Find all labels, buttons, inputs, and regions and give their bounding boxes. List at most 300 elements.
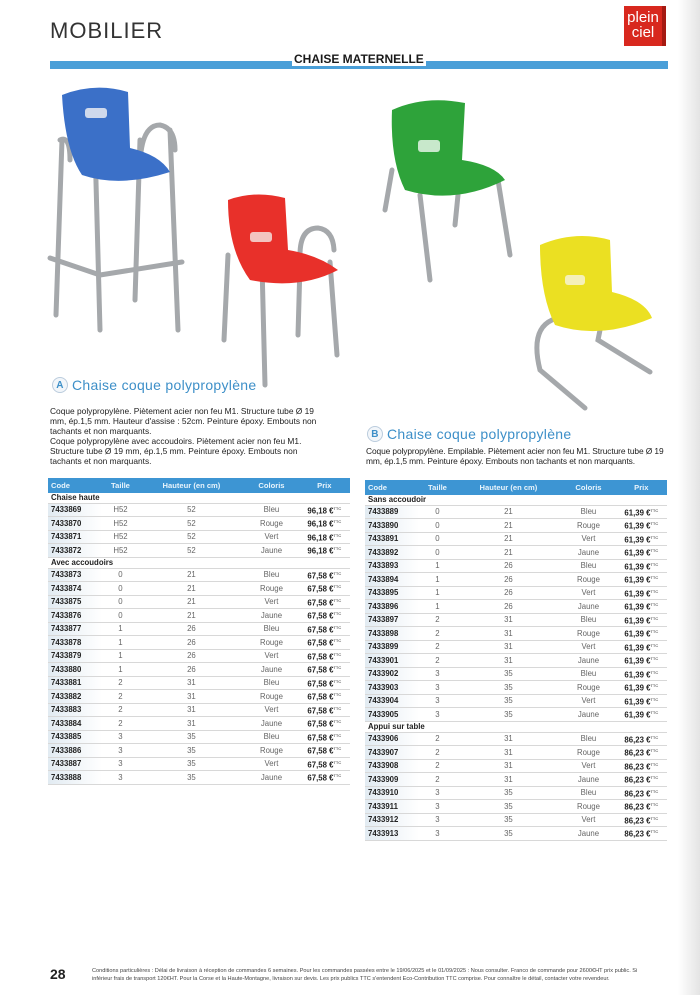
cell-code: 7433905: [365, 708, 419, 722]
cell-hauteur: 31: [456, 640, 562, 654]
table-row: [365, 600, 667, 614]
group-label: Chaise haute: [48, 493, 350, 503]
cell-hauteur: 31: [456, 627, 562, 641]
cell-taille: H52: [102, 503, 138, 517]
price-value: 61,39 €: [624, 522, 651, 531]
cell-code: 7433909: [365, 773, 419, 787]
cell-taille: 1: [419, 559, 455, 573]
table-row: [365, 759, 667, 773]
cell-coloris: Rouge: [244, 582, 298, 596]
product-b-description: [366, 446, 668, 466]
cell-coloris: Rouge: [244, 517, 298, 531]
table-row: [365, 627, 667, 641]
cell-prix: [616, 519, 667, 533]
cell-taille: 2: [102, 676, 138, 690]
price-value: 96,18 €: [307, 506, 334, 516]
price-value: 67,58 €: [307, 652, 334, 662]
ttc-label: TTC: [333, 719, 342, 725]
plein-ciel-logo: plein ciel: [624, 6, 666, 46]
cell-code: 7433913: [365, 827, 419, 841]
cell-coloris: Vert: [561, 694, 615, 708]
cell-code: 7433870: [48, 517, 102, 531]
cell-prix: [616, 694, 667, 708]
cell-coloris: Bleu: [561, 786, 615, 800]
product-images: [0, 0, 700, 425]
column-header: Code: [48, 478, 102, 493]
cell-prix: [616, 667, 667, 681]
table-row: [48, 609, 350, 623]
cell-coloris: Jaune: [561, 708, 615, 722]
cell-taille: 2: [419, 732, 455, 746]
table-row: [365, 505, 667, 519]
cell-code: 7433903: [365, 681, 419, 695]
ttc-label: TTC: [333, 505, 342, 511]
cell-prix: [616, 800, 667, 814]
cell-hauteur: 52: [139, 544, 245, 558]
price-value: 61,39 €: [624, 576, 651, 585]
product-a-table: [48, 478, 350, 785]
ttc-label: TTC: [650, 507, 659, 513]
table-row: [48, 530, 350, 544]
cell-hauteur: 31: [139, 676, 245, 690]
cell-taille: 0: [102, 609, 138, 623]
column-header: Taille: [419, 480, 455, 495]
price-value: 61,39 €: [624, 562, 651, 572]
column-header: Prix: [616, 480, 667, 495]
yellow-table-chair-image: [537, 320, 650, 408]
cell-hauteur: 26: [456, 559, 562, 573]
column-header: Prix: [299, 478, 350, 493]
cell-hauteur: 26: [139, 663, 245, 677]
cell-prix: [616, 600, 667, 614]
cell-prix: [299, 703, 350, 717]
cell-hauteur: 31: [456, 654, 562, 668]
cell-taille: H52: [102, 530, 138, 544]
cell-coloris: Rouge: [561, 800, 615, 814]
product-a-title: [52, 377, 256, 393]
table-row: [48, 703, 350, 717]
cell-hauteur: 21: [456, 505, 562, 519]
cell-taille: 2: [102, 717, 138, 731]
table-group-row: [365, 495, 667, 505]
table-row: [48, 744, 350, 758]
cell-coloris: Bleu: [561, 613, 615, 627]
price-value: 86,23 €: [624, 735, 651, 745]
price-value: 96,18 €: [307, 547, 334, 556]
cell-hauteur: 31: [456, 732, 562, 746]
cell-prix: [299, 676, 350, 690]
cell-coloris: Jaune: [244, 663, 298, 677]
cell-coloris: Jaune: [561, 773, 615, 787]
cell-taille: 1: [102, 636, 138, 650]
table-row: [365, 773, 667, 787]
price-value: 61,39 €: [624, 657, 651, 666]
ttc-label: TTC: [650, 748, 659, 754]
ttc-label: TTC: [333, 546, 342, 552]
table-row: [365, 654, 667, 668]
blue-high-chair-shell: [62, 88, 170, 181]
cell-coloris: Vert: [244, 757, 298, 771]
column-header: Coloris: [561, 480, 615, 495]
cell-prix: [616, 532, 667, 546]
price-value: 67,58 €: [307, 611, 334, 621]
cell-hauteur: 35: [456, 694, 562, 708]
cell-hauteur: 26: [139, 636, 245, 650]
table-row: [365, 640, 667, 654]
cell-prix: [299, 517, 350, 531]
cell-prix: [299, 717, 350, 731]
ttc-label: TTC: [650, 775, 659, 781]
table-row: [48, 771, 350, 785]
price-value: 67,58 €: [307, 719, 334, 729]
price-value: 61,39 €: [624, 643, 651, 653]
cell-taille: 0: [102, 595, 138, 609]
cell-taille: 2: [102, 690, 138, 704]
price-value: 67,58 €: [307, 571, 334, 581]
product-a-description: [50, 406, 330, 466]
ttc-label: TTC: [650, 561, 659, 567]
product-a-name: Chaise coque polypropylène: [72, 377, 257, 393]
product-b-badge: B: [367, 426, 383, 442]
cell-code: 7433888: [48, 771, 102, 785]
table-group-row: [365, 721, 667, 732]
cell-code: 7433878: [48, 636, 102, 650]
table-row: [365, 667, 667, 681]
table-row: [365, 613, 667, 627]
footer-conditions: Conditions particulières : Délai de livraison à réception de commandes 6 semaines. Pour les commandes passées entre le 19/06/2025 et le 01/09/2025 : Nous consulter. Franco de commande pour 2600€HT prix public. Si inférieur frais de transport 120€HT. Pour la Corse et la Haute-Montagne, livraison sur devis. Les prix publics TTC s'entendent Eco-Contribution TTC comprise. Pour connaître le détail, contacter votre revendeur.: [92, 968, 638, 982]
cell-coloris: Vert: [561, 813, 615, 827]
cell-prix: [299, 503, 350, 517]
table-row: [48, 544, 350, 558]
cell-taille: 1: [419, 586, 455, 600]
cell-coloris: Bleu: [244, 503, 298, 517]
cell-taille: 2: [419, 746, 455, 760]
cell-code: 7433880: [48, 663, 102, 677]
table-row: [365, 573, 667, 587]
cell-prix: [616, 627, 667, 641]
ttc-label: TTC: [650, 669, 659, 675]
cell-coloris: Vert: [561, 640, 615, 654]
column-header: Hauteur (en cm): [139, 478, 245, 493]
cell-code: 7433886: [48, 744, 102, 758]
cell-coloris: Bleu: [244, 568, 298, 582]
ttc-label: TTC: [333, 746, 342, 752]
cell-hauteur: 31: [456, 773, 562, 787]
cell-prix: [616, 827, 667, 841]
cell-code: 7433885: [48, 730, 102, 744]
ttc-label: TTC: [333, 570, 342, 576]
cell-code: 7433871: [48, 530, 102, 544]
cell-hauteur: 26: [456, 573, 562, 587]
product-b-title: [367, 426, 571, 442]
cell-code: 7433882: [48, 690, 102, 704]
cell-taille: 1: [102, 663, 138, 677]
price-value: 67,58 €: [307, 665, 334, 675]
price-value: 67,58 €: [307, 679, 334, 689]
ttc-label: TTC: [650, 788, 659, 794]
cell-taille: 3: [419, 800, 455, 814]
table-row: [365, 800, 667, 814]
cell-prix: [616, 759, 667, 773]
table-row: [365, 559, 667, 573]
price-value: 67,58 €: [307, 584, 334, 594]
cell-taille: 2: [419, 627, 455, 641]
cell-code: 7433873: [48, 568, 102, 582]
table-row: [365, 546, 667, 560]
cell-taille: 0: [419, 532, 455, 546]
price-value: 67,58 €: [307, 706, 334, 716]
table-row: [48, 690, 350, 704]
cell-prix: [616, 586, 667, 600]
cell-coloris: Vert: [561, 532, 615, 546]
cell-taille: 3: [419, 667, 455, 681]
table-row: [48, 757, 350, 771]
ttc-label: TTC: [650, 696, 659, 702]
cell-taille: 3: [419, 786, 455, 800]
red-armchair-shell: [228, 194, 338, 283]
cell-hauteur: 35: [456, 827, 562, 841]
cell-hauteur: 21: [139, 609, 245, 623]
ttc-label: TTC: [333, 678, 342, 684]
ttc-label: TTC: [333, 759, 342, 765]
cell-prix: [299, 582, 350, 596]
ttc-label: TTC: [650, 575, 659, 581]
cell-taille: 2: [419, 773, 455, 787]
cell-code: 7433889: [365, 505, 419, 519]
group-label: Appui sur table: [365, 721, 667, 732]
yellow-chair-shell: [540, 236, 652, 331]
cell-taille: 2: [419, 640, 455, 654]
price-value: 86,23 €: [624, 762, 651, 772]
cell-taille: 0: [419, 546, 455, 560]
column-header: Hauteur (en cm): [456, 480, 562, 495]
ttc-label: TTC: [333, 773, 342, 779]
ttc-label: TTC: [650, 534, 659, 540]
cell-coloris: Vert: [244, 649, 298, 663]
ttc-label: TTC: [333, 624, 342, 630]
table-row: [48, 517, 350, 531]
cell-prix: [299, 663, 350, 677]
cell-hauteur: 31: [456, 759, 562, 773]
table-row: [48, 717, 350, 731]
cell-prix: [616, 559, 667, 573]
cell-prix: [299, 568, 350, 582]
cell-hauteur: 35: [139, 757, 245, 771]
cell-code: 7433894: [365, 573, 419, 587]
cell-prix: [616, 573, 667, 587]
price-value: 67,58 €: [307, 638, 334, 648]
cell-prix: [616, 708, 667, 722]
cell-hauteur: 52: [139, 503, 245, 517]
ttc-label: TTC: [650, 815, 659, 821]
ttc-label: TTC: [333, 665, 342, 671]
table-group-row: [48, 557, 350, 568]
cell-code: 7433875: [48, 595, 102, 609]
ttc-label: TTC: [650, 829, 659, 835]
cell-hauteur: 35: [139, 771, 245, 785]
cell-prix: [299, 744, 350, 758]
table-row: [48, 730, 350, 744]
cell-code: 7433897: [365, 613, 419, 627]
table-group-row: [48, 493, 350, 503]
column-header: Coloris: [244, 478, 298, 493]
cell-hauteur: 31: [139, 717, 245, 731]
cell-coloris: Vert: [244, 595, 298, 609]
ttc-label: TTC: [650, 710, 659, 716]
table-row: [365, 681, 667, 695]
price-value: 67,58 €: [307, 773, 334, 783]
cell-code: 7433883: [48, 703, 102, 717]
cell-coloris: Bleu: [561, 559, 615, 573]
price-value: 61,39 €: [624, 616, 651, 626]
cell-code: 7433910: [365, 786, 419, 800]
price-value: 61,39 €: [624, 603, 651, 612]
cell-code: 7433872: [48, 544, 102, 558]
cell-coloris: Jaune: [561, 546, 615, 560]
cell-taille: 0: [102, 568, 138, 582]
price-value: 86,23 €: [624, 816, 651, 826]
cell-taille: 2: [102, 703, 138, 717]
ttc-label: TTC: [333, 611, 342, 617]
cell-hauteur: 31: [139, 690, 245, 704]
table-row: [365, 732, 667, 746]
cell-coloris: Rouge: [244, 744, 298, 758]
cell-taille: 1: [102, 649, 138, 663]
price-value: 86,23 €: [624, 829, 651, 839]
cell-code: 7433901: [365, 654, 419, 668]
cell-coloris: Jaune: [561, 654, 615, 668]
cell-hauteur: 35: [456, 681, 562, 695]
table-row: [48, 649, 350, 663]
cell-code: 7433906: [365, 732, 419, 746]
cell-prix: [299, 544, 350, 558]
cell-coloris: Bleu: [561, 732, 615, 746]
cell-prix: [299, 595, 350, 609]
cell-prix: [299, 757, 350, 771]
cell-code: 7433907: [365, 746, 419, 760]
cell-taille: 2: [419, 654, 455, 668]
cell-taille: 3: [102, 730, 138, 744]
cell-coloris: Bleu: [561, 505, 615, 519]
cell-taille: 0: [419, 519, 455, 533]
ttc-label: TTC: [650, 802, 659, 808]
cell-code: 7433904: [365, 694, 419, 708]
ttc-label: TTC: [650, 761, 659, 767]
ttc-label: TTC: [333, 584, 342, 590]
price-value: 96,18 €: [307, 520, 334, 529]
table-row: [48, 568, 350, 582]
cell-code: 7433911: [365, 800, 419, 814]
cell-hauteur: 35: [456, 786, 562, 800]
cell-prix: [616, 640, 667, 654]
section-title: CHAISE MATERNELLE: [294, 52, 424, 66]
ttc-label: TTC: [333, 532, 342, 538]
cell-taille: H52: [102, 517, 138, 531]
price-value: 61,39 €: [624, 630, 651, 639]
ttc-label: TTC: [333, 597, 342, 603]
price-value: 86,23 €: [624, 789, 651, 799]
price-value: 67,58 €: [307, 760, 334, 770]
cell-code: 7433896: [365, 600, 419, 614]
cell-coloris: Jaune: [561, 827, 615, 841]
cell-prix: [616, 505, 667, 519]
price-value: 61,39 €: [624, 589, 651, 599]
table-row: [365, 708, 667, 722]
cell-code: 7433876: [48, 609, 102, 623]
cell-hauteur: 35: [139, 730, 245, 744]
ttc-label: TTC: [650, 656, 659, 662]
cell-coloris: Vert: [244, 703, 298, 717]
ttc-label: TTC: [650, 615, 659, 621]
table-row: [365, 694, 667, 708]
cell-hauteur: 21: [139, 582, 245, 596]
cell-coloris: Rouge: [561, 627, 615, 641]
cell-coloris: Rouge: [244, 690, 298, 704]
cell-coloris: Vert: [244, 530, 298, 544]
price-value: 67,58 €: [307, 598, 334, 608]
table-header-row: [48, 478, 350, 493]
cell-code: 7433874: [48, 582, 102, 596]
ttc-label: TTC: [650, 642, 659, 648]
cell-taille: 0: [102, 582, 138, 596]
cell-hauteur: 26: [456, 586, 562, 600]
cell-taille: 3: [419, 694, 455, 708]
ttc-label: TTC: [333, 519, 342, 525]
cell-code: 7433895: [365, 586, 419, 600]
cell-code: 7433879: [48, 649, 102, 663]
cell-coloris: Jaune: [244, 717, 298, 731]
cell-prix: [299, 609, 350, 623]
cell-prix: [299, 530, 350, 544]
cell-prix: [616, 746, 667, 760]
product-b-desc-1: Coque polypropylène. Empilable. Piètement acier non feu M1. Structure tube Ø 19 mm, ép.1,5 mm. Peinture époxy. Embouts non tachants et non marquants.: [366, 446, 664, 466]
cell-code: 7433890: [365, 519, 419, 533]
cell-coloris: Bleu: [561, 667, 615, 681]
ttc-label: TTC: [333, 638, 342, 644]
cell-code: 7433908: [365, 759, 419, 773]
table-row: [48, 595, 350, 609]
cell-prix: [616, 613, 667, 627]
column-header: Taille: [102, 478, 138, 493]
product-a-desc-2: Coque polypropylène avec accoudoirs. Piètement acier non feu M1. Structure tube Ø 19 mm, ép.1,5 mm. Peinture époxy. Embouts non tachants et non marquants.: [50, 436, 302, 466]
cell-code: 7433893: [365, 559, 419, 573]
cell-coloris: Rouge: [561, 681, 615, 695]
cell-hauteur: 21: [139, 568, 245, 582]
table-row: [48, 676, 350, 690]
table-row: [48, 582, 350, 596]
green-chair-shell: [392, 100, 505, 195]
ttc-label: TTC: [333, 651, 342, 657]
price-value: 86,23 €: [624, 802, 651, 812]
price-value: 61,39 €: [624, 684, 651, 693]
price-value: 61,39 €: [624, 697, 651, 707]
table-row: [48, 636, 350, 650]
column-header: Code: [365, 480, 419, 495]
ttc-label: TTC: [650, 734, 659, 740]
cell-prix: [299, 649, 350, 663]
table-row: [365, 519, 667, 533]
cell-taille: 3: [419, 813, 455, 827]
cell-prix: [616, 546, 667, 560]
table-row: [365, 813, 667, 827]
product-a-desc-1: Coque polypropylène. Piètement acier non feu M1. Structure tube Ø 19 mm, ép.1,5 mm. Hauteur d'assise : 52cm. Peinture époxy. Embouts non tachants et non marquants.: [50, 406, 317, 436]
cell-prix: [616, 813, 667, 827]
price-value: 86,23 €: [624, 748, 651, 758]
ttc-label: TTC: [333, 705, 342, 711]
cell-code: 7433912: [365, 813, 419, 827]
cell-coloris: Bleu: [244, 622, 298, 636]
cell-taille: 3: [419, 827, 455, 841]
